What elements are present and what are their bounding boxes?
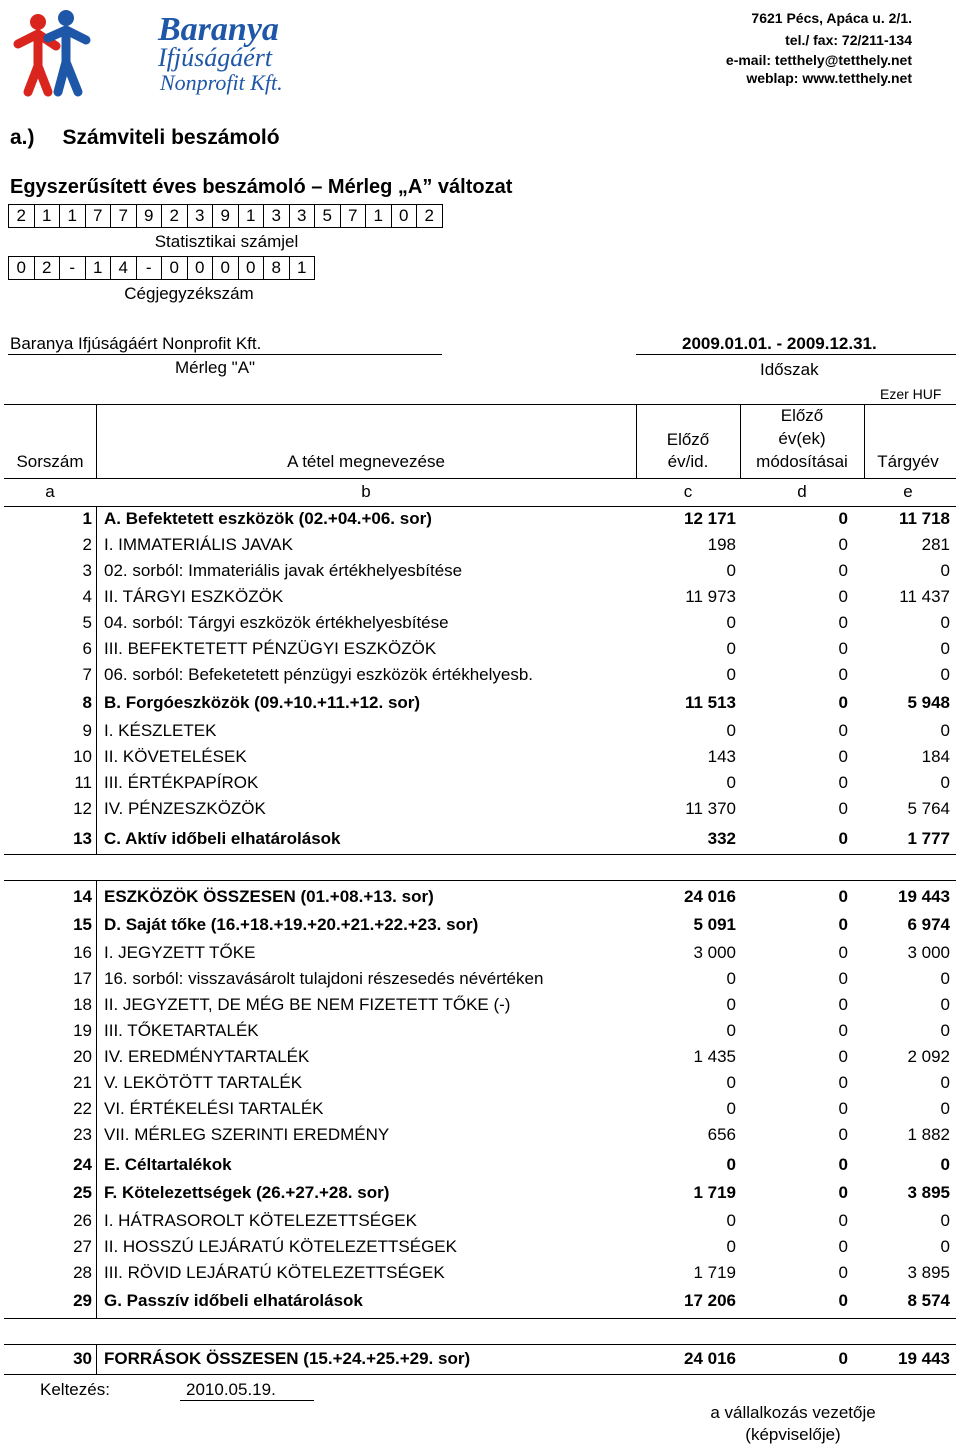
- current-year-value: 6 974: [907, 915, 950, 934]
- row-number: 28: [73, 1263, 92, 1282]
- spacer-line-2: [4, 880, 956, 881]
- digit-box: 8: [264, 257, 290, 280]
- row-number: 18: [73, 995, 92, 1014]
- row-number: 8: [82, 693, 92, 712]
- digit-box: 7: [111, 205, 137, 228]
- row-label: III. TŐKETARTALÉK: [104, 1021, 259, 1040]
- table-row: [0, 662, 960, 688]
- prev-year-value: 11 370: [685, 799, 736, 818]
- prev-year-value: 0: [726, 639, 736, 658]
- header-prev-1: Előző: [666, 430, 710, 449]
- prev-year-value: 143: [707, 747, 736, 766]
- period: 2009.01.01. - 2009.12.31.: [682, 334, 877, 353]
- digit-box: 1: [366, 205, 392, 228]
- prev-year-value: 332: [707, 829, 736, 848]
- row-number: 13: [73, 829, 92, 848]
- prev-year-value: 0: [726, 1237, 736, 1256]
- row-label: A. Befektetett eszközök (02.+04.+06. sor): [104, 509, 432, 528]
- table-row: [0, 532, 960, 558]
- letter-b: b: [361, 482, 371, 501]
- date-value: 2010.05.19.: [186, 1380, 276, 1399]
- modification-value: 0: [838, 561, 848, 580]
- header-name: A tétel megnevezése: [287, 452, 445, 471]
- row-number: 27: [73, 1237, 92, 1256]
- current-year-value: 281: [921, 535, 950, 554]
- current-year-value: 0: [940, 561, 950, 580]
- row-label: I. JEGYZETT TŐKE: [104, 943, 256, 962]
- row-label: III. BEFEKTETETT PÉNZÜGYI ESZKÖZÖK: [104, 639, 437, 658]
- current-year-value: 5 948: [907, 693, 950, 712]
- modification-value: 0: [838, 1073, 848, 1092]
- prev-year-value: 24 016: [684, 1349, 736, 1368]
- modification-value: 0: [838, 639, 848, 658]
- table-row: [0, 610, 960, 636]
- digit-box: 3: [290, 205, 316, 228]
- current-year-value: 2 092: [907, 1047, 950, 1066]
- row-number: 9: [82, 721, 92, 740]
- row-label: IV. EREDMÉNYTARTALÉK: [104, 1047, 310, 1066]
- digit-box: 2: [35, 257, 61, 280]
- row-label: D. Saját tőke (16.+18.+19.+20.+21.+22.+23. sor): [104, 915, 479, 934]
- contact-address: 7621 Pécs, Apáca u. 2/1.: [751, 10, 912, 26]
- current-year-value: 0: [940, 1237, 950, 1256]
- current-year-value: 3 895: [907, 1183, 950, 1202]
- header-mod-2: év(ek): [778, 429, 826, 448]
- row-number: 6: [82, 639, 92, 658]
- digit-box: 5: [315, 205, 341, 228]
- row-number: 22: [73, 1099, 92, 1118]
- balance-label: Mérleg "A": [175, 358, 256, 377]
- current-year-value: 5 764: [907, 799, 950, 818]
- current-year-value: 0: [940, 1211, 950, 1230]
- table-row: [0, 1152, 960, 1178]
- digit-box: 2: [162, 205, 188, 228]
- modification-value: 0: [838, 969, 848, 988]
- digit-box: 2: [9, 205, 35, 228]
- header-line: [4, 478, 956, 479]
- prev-year-value: 1 719: [693, 1263, 736, 1282]
- period-label: Időszak: [760, 360, 819, 379]
- digit-box: 0: [162, 257, 188, 280]
- digit-box: 1: [290, 257, 316, 280]
- prev-year-value: 0: [726, 969, 736, 988]
- modification-value: 0: [838, 829, 848, 848]
- modification-value: 0: [838, 1291, 848, 1310]
- prev-year-value: 5 091: [693, 915, 736, 934]
- row-number: 24: [73, 1155, 92, 1174]
- modification-value: 0: [838, 943, 848, 962]
- table-row: [0, 506, 960, 532]
- period-underline: [636, 354, 956, 355]
- letter-a: a: [45, 482, 55, 501]
- table-row: [0, 912, 960, 938]
- spacer-line-3: [4, 1318, 956, 1319]
- modification-value: 0: [838, 1349, 848, 1368]
- digit-box: 3: [264, 205, 290, 228]
- table-row: [0, 1260, 960, 1286]
- row-label: VII. MÉRLEG SZERINTI EREDMÉNY: [104, 1125, 390, 1144]
- digit-box: 4: [111, 257, 137, 280]
- current-year-value: 3 895: [907, 1263, 950, 1282]
- prev-year-value: 0: [726, 1211, 736, 1230]
- current-year-value: 0: [940, 1073, 950, 1092]
- contact-email: e-mail: tetthely@tetthely.net: [725, 52, 912, 68]
- modification-value: 0: [838, 773, 848, 792]
- row-label: G. Passzív időbeli elhatárolások: [104, 1291, 363, 1310]
- table-row: [0, 992, 960, 1018]
- current-year-value: 19 443: [898, 1349, 950, 1368]
- digit-box: 1: [86, 257, 112, 280]
- date-label: Keltezés:: [40, 1380, 110, 1399]
- row-number: 30: [73, 1349, 92, 1368]
- header-mod-1: Előző: [780, 406, 824, 425]
- reg-no-boxes: [8, 256, 315, 280]
- row-label: B. Forgóeszközök (09.+10.+11.+12. sor): [104, 693, 421, 712]
- table-bottom-line: [4, 1374, 956, 1375]
- current-year-value: 11 437: [899, 587, 950, 606]
- row-label: I. HÁTRASOROLT KÖTELEZETTSÉGEK: [104, 1211, 417, 1230]
- digit-box: 7: [341, 205, 367, 228]
- row-label: FORRÁSOK ÖSSZESEN (15.+24.+25.+29. sor): [104, 1349, 471, 1368]
- section-label: Számviteli beszámoló: [62, 126, 280, 149]
- row-label: 02. sorból: Immateriális javak értékhelyesbítése: [104, 561, 463, 580]
- digit-box: 1: [35, 205, 61, 228]
- prev-year-value: 198: [707, 535, 736, 554]
- digit-box: 3: [188, 205, 214, 228]
- row-number: 12: [73, 799, 92, 818]
- current-year-value: 1 882: [907, 1125, 950, 1144]
- modification-value: 0: [838, 1021, 848, 1040]
- table-row: [0, 966, 960, 992]
- modification-value: 0: [838, 613, 848, 632]
- digit-box: 0: [213, 257, 239, 280]
- prev-year-value: 1 435: [693, 1047, 736, 1066]
- table-row: [0, 1180, 960, 1206]
- modification-value: 0: [838, 799, 848, 818]
- digit-box: 0: [9, 257, 35, 280]
- row-label: II. HOSSZÚ LEJÁRATÚ KÖTELEZETTSÉGEK: [104, 1237, 457, 1256]
- row-number: 3: [82, 561, 92, 580]
- modification-value: 0: [838, 721, 848, 740]
- digit-box: 9: [137, 205, 163, 228]
- row-number: 1: [82, 509, 92, 528]
- prev-year-value: 0: [726, 1155, 736, 1174]
- prev-year-value: 12 171: [684, 509, 736, 528]
- prev-year-value: 0: [726, 1073, 736, 1092]
- table-row: [0, 584, 960, 610]
- row-label: III. RÖVID LEJÁRATÚ KÖTELEZETTSÉGEK: [104, 1263, 445, 1282]
- current-year-value: 3 000: [907, 943, 950, 962]
- row-label: I. KÉSZLETEK: [104, 721, 217, 740]
- table-row: [0, 1234, 960, 1260]
- current-year-value: 0: [940, 721, 950, 740]
- row-number: 16: [73, 943, 92, 962]
- row-number: 2: [82, 535, 92, 554]
- row-number: 14: [73, 887, 92, 906]
- row-label: V. LEKÖTÖTT TARTALÉK: [104, 1073, 303, 1092]
- current-year-value: 0: [940, 665, 950, 684]
- digit-box: 2: [417, 205, 443, 228]
- prev-year-value: 3 000: [693, 943, 736, 962]
- digit-box: 7: [86, 205, 112, 228]
- date-underline: [180, 1400, 314, 1401]
- current-year-value: 1 777: [907, 829, 950, 848]
- modification-value: 0: [838, 1211, 848, 1230]
- current-year-value: 0: [940, 639, 950, 658]
- company-name: Baranya Ifjúságáért Nonprofit Kft.: [10, 334, 262, 353]
- spacer-line-4: [4, 1344, 956, 1345]
- current-year-value: 8 574: [907, 1291, 950, 1310]
- header-sorszam: Sorszám: [16, 452, 84, 471]
- prev-year-value: 0: [726, 995, 736, 1014]
- logo-line3: Nonprofit Kft.: [160, 70, 283, 95]
- modification-value: 0: [838, 887, 848, 906]
- digit-box: 0: [392, 205, 418, 228]
- table-row: [0, 796, 960, 822]
- modification-value: 0: [838, 1237, 848, 1256]
- contact-phone: tel./ fax: 72/211-134: [785, 32, 912, 48]
- modification-value: 0: [838, 587, 848, 606]
- contact-web: weblap: www.tetthely.net: [746, 70, 912, 86]
- current-year-value: 0: [940, 1021, 950, 1040]
- people-logo-icon: [18, 10, 86, 92]
- modification-value: 0: [838, 1125, 848, 1144]
- prev-year-value: 0: [726, 613, 736, 632]
- row-label: IV. PÉNZESZKÖZÖK: [104, 799, 266, 818]
- prev-year-value: 11 513: [684, 693, 736, 712]
- current-year-value: 0: [940, 969, 950, 988]
- digit-box: 1: [60, 205, 86, 228]
- table-row: [0, 1044, 960, 1070]
- prev-year-value: 0: [726, 665, 736, 684]
- table-row: [0, 744, 960, 770]
- row-number: 10: [73, 747, 92, 766]
- digit-box: 9: [213, 205, 239, 228]
- current-year-value: 184: [921, 747, 950, 766]
- signature-line1: a vállalkozás vezetője: [710, 1403, 876, 1422]
- current-year-value: 0: [940, 613, 950, 632]
- row-label: E. Céltartalékok: [104, 1155, 232, 1174]
- company-logo: [8, 4, 308, 100]
- table-row: [0, 1122, 960, 1148]
- header-prev-2: év/id.: [667, 452, 709, 471]
- table-row: [0, 636, 960, 662]
- prev-year-value: 0: [726, 721, 736, 740]
- modification-value: 0: [838, 1263, 848, 1282]
- stat-code-caption: Statisztikai számjel: [154, 232, 299, 251]
- table-row: [0, 826, 960, 852]
- row-number: 5: [82, 613, 92, 632]
- digit-box: 0: [239, 257, 265, 280]
- modification-value: 0: [838, 1155, 848, 1174]
- signature-caption: [698, 1402, 888, 1446]
- signature-line2: (képviselője): [745, 1425, 841, 1444]
- modification-value: 0: [838, 995, 848, 1014]
- row-number: 26: [73, 1211, 92, 1230]
- row-number: 17: [73, 969, 92, 988]
- current-year-value: 11 718: [898, 509, 950, 528]
- row-label: ESZKÖZÖK ÖSSZESEN (01.+08.+13. sor): [104, 887, 434, 906]
- prev-year-value: 1 719: [693, 1183, 736, 1202]
- modification-value: 0: [838, 1183, 848, 1202]
- table-row: [0, 718, 960, 744]
- row-label: III. ÉRTÉKPAPÍROK: [104, 773, 259, 792]
- modification-value: 0: [838, 1047, 848, 1066]
- table-top-line: [4, 404, 956, 405]
- table-row: [0, 1096, 960, 1122]
- row-label: I. IMMATERIÁLIS JAVAK: [104, 535, 293, 554]
- prev-year-value: 24 016: [684, 887, 736, 906]
- table-row: [0, 940, 960, 966]
- row-label: F. Kötelezettségek (26.+27.+28. sor): [104, 1183, 390, 1202]
- table-row: [0, 1288, 960, 1314]
- row-label: 06. sorból: Befeketetett pénzügyi eszközök értékhelyesb.: [104, 665, 534, 684]
- row-number: 15: [73, 915, 92, 934]
- unit-label: Ezer HUF: [880, 386, 942, 402]
- row-label: 16. sorból: visszavásárolt tulajdoni részesedés névértéken: [104, 969, 544, 988]
- prev-year-value: 0: [726, 1021, 736, 1040]
- section-number: a.): [10, 126, 35, 149]
- prev-year-value: 17 206: [684, 1291, 736, 1310]
- stat-code-boxes: [8, 204, 443, 228]
- row-number: 29: [73, 1291, 92, 1310]
- table-row: [0, 1070, 960, 1096]
- row-number: 25: [73, 1183, 92, 1202]
- modification-value: 0: [838, 693, 848, 712]
- row-number: 23: [73, 1125, 92, 1144]
- spacer-line-1: [4, 854, 956, 855]
- row-number: 19: [73, 1021, 92, 1040]
- row-label: 04. sorból: Tárgyi eszközök értékhelyesbítése: [104, 613, 449, 632]
- row-number: 4: [82, 587, 92, 606]
- digit-box: -: [137, 257, 163, 280]
- modification-value: 0: [838, 665, 848, 684]
- report-title: Egyszerűsített éves beszámoló – Mérleg „A” változat: [10, 176, 513, 198]
- header-curr: Tárgyév: [877, 452, 939, 471]
- reg-no-caption: Cégjegyzékszám: [124, 284, 254, 303]
- row-label: VI. ÉRTÉKELÉSI TARTALÉK: [104, 1099, 324, 1118]
- current-year-value: 0: [940, 773, 950, 792]
- letter-d: d: [797, 482, 807, 501]
- prev-year-value: 0: [726, 561, 736, 580]
- row-label: C. Aktív időbeli elhatárolások: [104, 829, 341, 848]
- row-number: 11: [74, 773, 92, 792]
- letter-e: e: [903, 482, 913, 501]
- prev-year-value: 0: [726, 1099, 736, 1118]
- digit-box: 0: [188, 257, 214, 280]
- prev-year-value: 656: [707, 1125, 736, 1144]
- row-label: II. KÖVETELÉSEK: [104, 747, 247, 766]
- company-underline: [8, 354, 442, 355]
- letter-c: c: [683, 482, 693, 501]
- modification-value: 0: [838, 535, 848, 554]
- table-row: [0, 884, 960, 910]
- header-mod-3: módosításai: [756, 452, 848, 471]
- row-label: II. JEGYZETT, DE MÉG BE NEM FIZETETT TŐKE (-): [104, 995, 511, 1014]
- modification-value: 0: [838, 509, 848, 528]
- logo-line2: Ifjúságáért: [158, 43, 273, 72]
- current-year-value: 19 443: [898, 887, 950, 906]
- modification-value: 0: [838, 1099, 848, 1118]
- row-number: 20: [73, 1047, 92, 1066]
- current-year-value: 0: [940, 1099, 950, 1118]
- prev-year-value: 11 973: [685, 587, 736, 606]
- table-row: [0, 1346, 960, 1372]
- digit-box: 1: [239, 205, 265, 228]
- table-row: [0, 1208, 960, 1234]
- modification-value: 0: [838, 915, 848, 934]
- logo-line1: Baranya: [158, 11, 279, 48]
- row-label: II. TÁRGYI ESZKÖZÖK: [104, 587, 284, 606]
- digit-box: -: [60, 257, 86, 280]
- table-row: [0, 770, 960, 796]
- prev-year-value: 0: [726, 773, 736, 792]
- row-number: 7: [82, 665, 92, 684]
- current-year-value: 0: [940, 995, 950, 1014]
- table-row: [0, 690, 960, 716]
- table-row: [0, 558, 960, 584]
- modification-value: 0: [838, 747, 848, 766]
- section-title: [10, 126, 280, 150]
- table-row: [0, 1018, 960, 1044]
- row-number: 21: [73, 1073, 92, 1092]
- current-year-value: 0: [940, 1155, 950, 1174]
